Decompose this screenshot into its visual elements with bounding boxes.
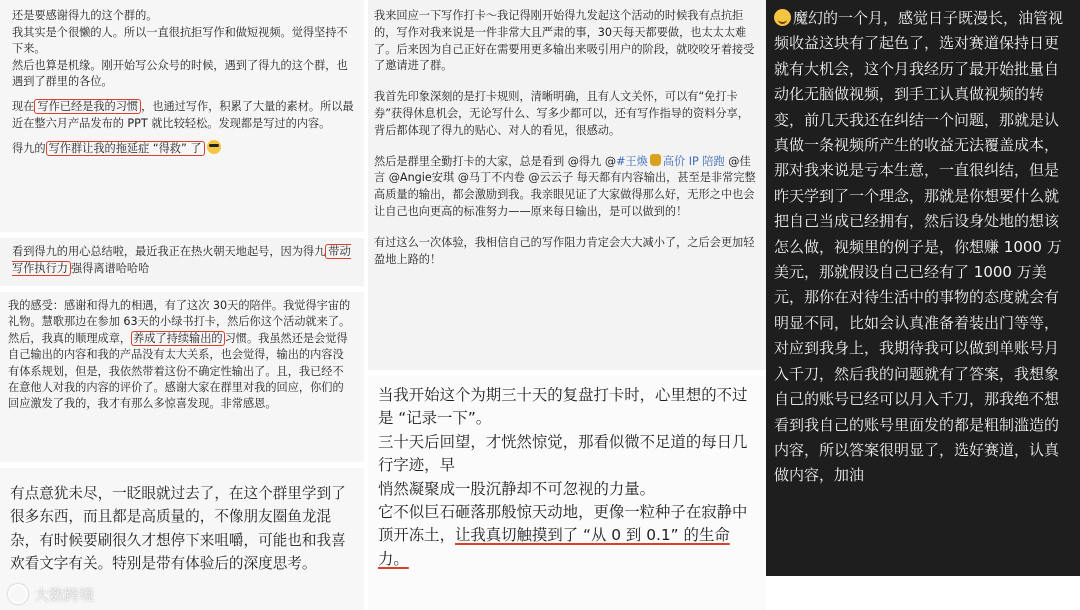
card-line: 悄然凝聚成一股沉静却不可忽视的力量。 (378, 479, 656, 498)
card-paragraph: 我首先印象深刻的是打卡规则，清晰明确，且有人文关怀，可以有“免打卡券”获得休息机会，无论写什么、写多少都可以，还有写作指导的资料分享，背后都体现了得九的贴心、对人的看见，很感动。 (374, 90, 749, 137)
text-segment: 然后是群里全勤打卡的大家，总是看到 @得九 @ (374, 154, 617, 168)
feedback-card-5 (368, 0, 766, 370)
text-segment: 看到得九的用心总结啦，最近我正在热火朝天地起号，因为得九 (12, 245, 326, 258)
card-line: 然后也算是机缘。刚开始写公众号的时候，遇到了得九的这个群，也遇到了群里的各位。 (12, 58, 348, 89)
card-line: 当我开始这个为期三十天的复盘打卡时，心里想的不过是 “记录一下”。 (378, 386, 748, 428)
text-segment: 我的感受：感谢和得九的相遇，有了这次 30天的陪伴。我觉得宇宙的礼物。慧歌那边在参加 63天的小绿书打卡，然后你这个活动就来了。然后，我真的顺理成章， (8, 299, 351, 345)
text-segment: ，也通过写作，积累了大量的素材。所以最近在整六月产品发布的 PPT 就比较轻松。发现都是写过的内容。 (12, 99, 354, 130)
card-line (12, 140, 354, 158)
feedback-card-dark (766, 0, 1080, 576)
text-segment: 它不似巨石砸落那般惊天动地，更像一粒种子在寂静中顶开冻土， (378, 503, 748, 545)
highlight-box: 写作已经是我的习惯 (34, 99, 141, 114)
text-segment: 现在 (12, 99, 35, 113)
money-bag-icon (650, 154, 661, 166)
card-paragraph (374, 154, 760, 221)
feedback-card-1 (0, 0, 364, 232)
highlight-box: 写作群让我的拖延症 “得救” 了 (46, 141, 205, 156)
text-segment: @佳言 @Angie安琪 @马丁不内卷 @云云子 每天都有内容输出，甚至是非常完整高质量的输出，都会激励到我。我亲眼见证了大家做得那么好，无形之中也会让自己也向更高的标准努力——原来每日输出，是可以做到的！ (374, 154, 756, 218)
laughing-emoji-icon (774, 9, 791, 26)
card-line (12, 99, 354, 132)
highlight-box: 带动写作执行力 (12, 245, 351, 275)
card-line (378, 501, 758, 571)
card-line: 有点意犹未尽，一眨眼就过去了，在这个群里学到了很多东西，而且都是高质量的，不像朋友圈鱼龙混杂，有时候要刷很久才想停下来咀嚼，可能也和我喜欢看文字有关。特别是带有体验后的深度思考。 (10, 485, 346, 573)
text-segment: 魔幻的一个月，感觉日子既漫长，油管视频收益这块有了起色了，选对赛道保持日更就有大机会，这个月我经历了最开始批量自动化无脑做视频，到手工认真做视频的转变，前几天我还在纠结一个问题，那就是认真做一条视频所产生的收益无法覆盖成本，那对我来说是亏本生意，一直很纠结，但是昨天学到了一个理念，那就是你想要什么就把自己当成已经拥有，然后设身处地的想该怎么做，视频里的例子是，你想赚 1000 万美元，那就假设自己已经有了 1000 万美元，那你在对待生活中的事物的态度就会有明显不同，比如会认真准备着装出门等等，对应到我身上，我期待我可以做到单账号月入千刀，然后我的问题就有了答案，我想象自己的账号已经可以月入千刀，那我绝不想看到我自己的账号里面发的都是粗制滥造的内容，所以答案很明显了，选好赛道，认真做内容，加油 (774, 9, 1064, 485)
card-line: 我其实是个很懒的人。所以一直很抗拒写作和做短视频。觉得坚持不下来。 (12, 25, 348, 56)
watermark-logo-icon (8, 584, 28, 604)
card-line: 还是要感谢得九的这个群的。 (12, 9, 158, 22)
smile-emoji-icon (207, 140, 221, 154)
card-line (12, 244, 354, 277)
mention-link[interactable]: 高价 IP 陪跑 (662, 154, 725, 168)
feedback-card-3 (0, 292, 364, 462)
text-segment: 习惯。我虽然还是会觉得自己输出的内容和我的产品没有太大关系，也会觉得，输出的内容没有体系规划，但是，我依然带着这份不确定性输出了。且，我已经不在意他人对我的内容的评价了。感谢大家在群里对我的回应，你们的回应激发了我的，我才有那么多惊喜发现。非常感恩。 (8, 331, 348, 411)
mention-link[interactable]: #王煥 (616, 154, 648, 168)
text-segment: 强得离谱哈哈哈 (70, 261, 150, 275)
card-paragraph: 有过这么一次体验，我相信自己的写作阻力肯定会大大减小了，之后会更加轻盈地上路的！ (374, 235, 755, 266)
card-line (774, 6, 1072, 489)
card-line (8, 298, 354, 413)
underlined-text: 让我真切触摸到了 “从 0 到 0.1” 的生命力。 (378, 526, 730, 568)
feedback-card-2 (0, 238, 364, 286)
text-segment: 得九的 (12, 142, 46, 156)
card-paragraph: 我来回应一下写作打卡～我记得刚开始得九发起这个活动的时候我有点抗拒的，写作对我来说是一件非常大且严肃的事，30天每天都要做，也太太太难了。后来因为自己正好在需要用更多输出来吸引用户的阶段，就咬咬牙着接受了邀请进了群。 (374, 9, 755, 73)
highlight-box: 养成了持续输出的 (133, 331, 223, 345)
watermark-text: 大数跨境 (34, 586, 95, 604)
feedback-card-6 (368, 376, 766, 610)
card-line: 三十天后回望，才恍然惊觉，那看似微不足道的每日几行字迹，早 (378, 432, 748, 475)
